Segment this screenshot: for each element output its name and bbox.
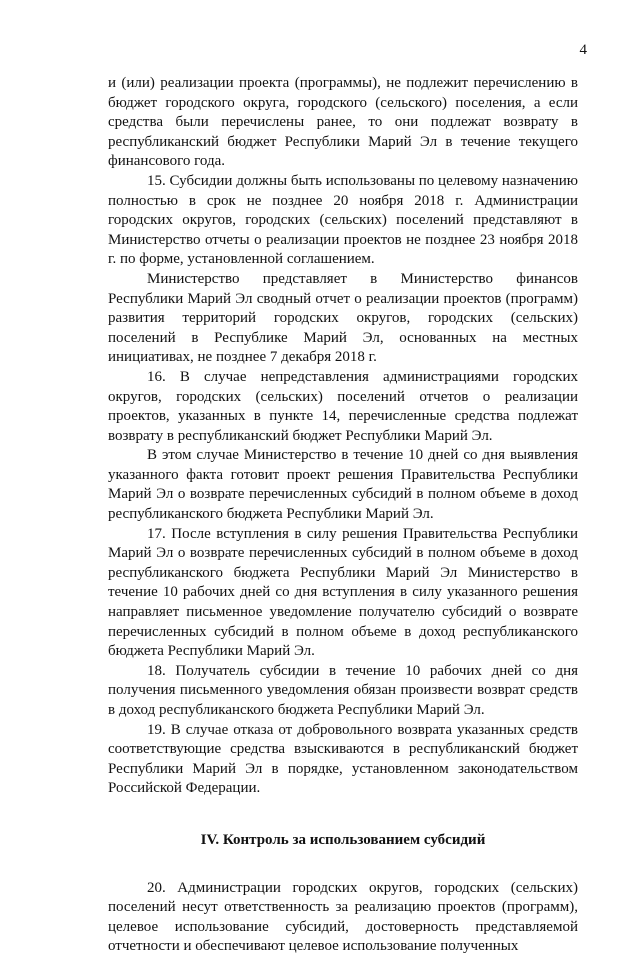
paragraph-continuation: и (или) реализации проекта (программы), не подлежит перечислению в бюджет городского округа, городского (сельского) поселения, а если средства были перечислены ранее, то они подлежат возврату в республиканский бюджет Республики Марий Эл в течение текущего финансового года.: [108, 75, 578, 170]
paragraph-clause-16: 16. В случае непредставления администрациями городских округов, городских (сельских) поселений отчетов о реализации проектов, указанных в пункте 14, перечисленные средства подлежат возврату в республиканский бюджет Республики Марий Эл.: [108, 368, 578, 444]
page-number: 4: [579, 42, 587, 58]
paragraphs-before: [108, 74, 578, 799]
document-body: [108, 74, 578, 957]
section-heading: IV. Контроль за использованием субсидий: [200, 831, 486, 848]
paragraph-ministry-report: Министерство представляет в Министерство финансов Республики Марий Эл сводный отчет о реализации проектов (программ) развития территорий городских округов, городских (сельских) поселений в Республике Марий Эл, основанных на местных инициативах, не позднее 7 декабря 2018 г.: [108, 270, 578, 366]
paragraph-clause-19: 19. В случае отказа от добровольного возврата указанных средств соответствующие средства взыскиваются в республиканский бюджет Республики Марий Эл в порядке, установленном законодательством Российской Федерации.: [108, 721, 578, 797]
paragraph-clause-15: 15. Субсидии должны быть использованы по целевому назначению полностью в срок не позднее 20 ноября 2018 г. Администрации городских округов, городских (сельских) поселений представляют в Министерство отчеты о реализации проектов не позднее 23 ноября 2018 г. по форме, установленной соглашением.: [108, 172, 578, 268]
paragraph-clause-20: 20. Администрации городских округов, городских (сельских) поселений несут ответственность за реализацию проектов (программ), целевое использование субсидий, достоверность представляемой отчетности и обеспечивают целевое использование полученных: [108, 879, 578, 955]
paragraph-clause-17: 17. После вступления в силу решения Правительства Республики Марий Эл о возврате перечисленных субсидий в полном объеме в доход республиканского бюджета Республики Марий Эл Министерство в течение 10 рабочих дней со дня вступления в силу указанного решения направляет письменное уведомление получателю субсидий о возврате перечисленных субсидий в полном объеме в доход республиканского бюджета Республики Марий Эл.: [108, 525, 578, 660]
paragraph-ministry-decision: В этом случае Министерство в течение 10 дней со дня выявления указанного факта готовит проект решения Правительства Республики Марий Эл о возврате перечисленных субсидий в полном объеме в доход республиканского бюджета Республики Марий Эл.: [108, 447, 578, 523]
paragraph-clause-18: 18. Получатель субсидии в течение 10 рабочих дней со дня получения письменного уведомления обязан произвести возврат средств в доход республиканского бюджета Республики Марий Эл.: [108, 662, 578, 718]
paragraphs-after: [108, 879, 578, 957]
